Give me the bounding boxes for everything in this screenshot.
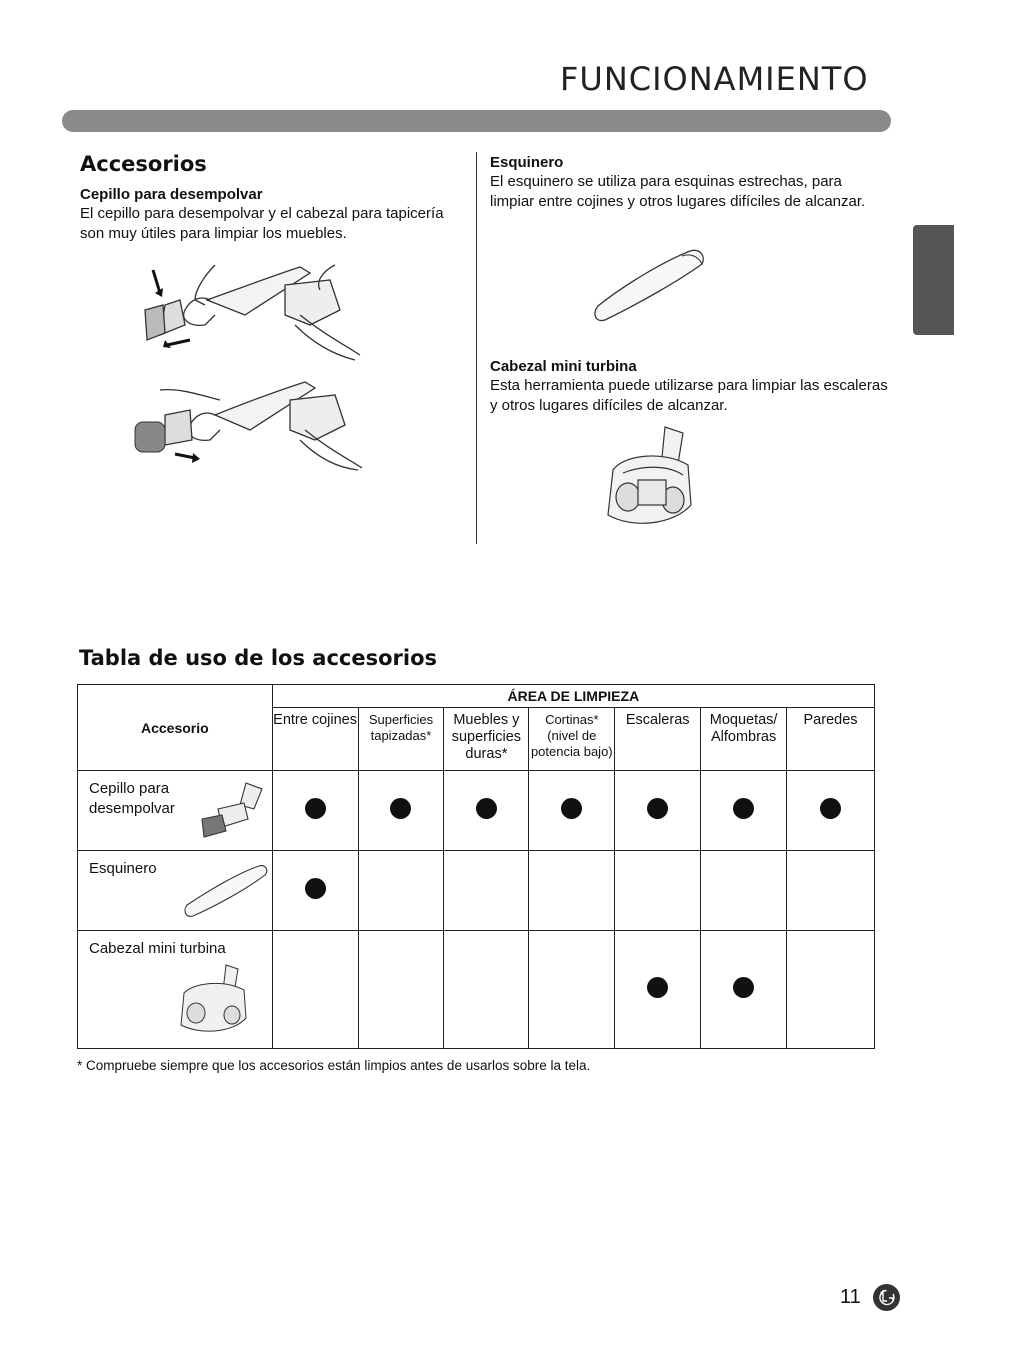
mini-turbine-illustration [603, 425, 693, 530]
col-moquetas: Moquetas/ Alfombras [701, 708, 787, 771]
row-name-cepillo [78, 771, 273, 851]
page-number: 11 [840, 1286, 861, 1308]
usage-dot [820, 798, 841, 819]
section-title-accesorios: Accesorios [80, 152, 207, 176]
brush-icon [196, 779, 271, 839]
turbina-text: Esta herramienta puede utilizarse para limpiar las escaleras y otros lugares difíciles de alcanzar. [490, 377, 888, 414]
accesorio-column-header: Accesorio [78, 685, 273, 771]
page-title: FUNCIONAMIENTO [560, 60, 869, 98]
turbine-icon [178, 963, 248, 1035]
row-label: Cabezal mini turbina [89, 940, 226, 957]
col-entre-cojines: Entre cojines [272, 708, 358, 771]
lg-logo-icon [873, 1284, 900, 1311]
col-superficies-tapizadas: Superficies tapizadas* [358, 708, 444, 771]
crevice-tool-illustration [590, 248, 710, 323]
area-column-header: ÁREA DE LIMPIEZA [272, 685, 874, 708]
dusting-brush-illustration [135, 255, 365, 360]
usage-dot [733, 798, 754, 819]
usage-dot [561, 798, 582, 819]
accessory-usage-table [77, 684, 875, 1049]
section-title-tabla: Tabla de uso de los accesorios [79, 646, 438, 670]
col-cortinas: Cortinas* (nivel de potencia bajo) [529, 708, 615, 771]
row-label: Cepillo para desempolvar [89, 780, 175, 817]
cepillo-subtitle: Cepillo para desempolvar [80, 186, 263, 203]
col-paredes: Paredes [787, 708, 875, 771]
row-label: Esquinero [89, 860, 157, 877]
esquinero-subtitle: Esquinero [490, 154, 564, 171]
esquinero-text: El esquinero se utiliza para esquinas estrechas, para limpiar entre cojines y otros lugares difíciles de alcanzar. [490, 173, 866, 210]
table-row [78, 771, 875, 851]
cepillo-text: El cepillo para desempolvar y el cabezal para tapicería son muy útiles para limpiar los muebles. [80, 205, 444, 242]
row-name-esquinero [78, 851, 273, 931]
row-name-turbina [78, 931, 273, 1049]
usage-dot [476, 798, 497, 819]
column-divider [476, 152, 477, 544]
usage-dot [647, 977, 668, 998]
crevice-icon [183, 863, 268, 918]
title-bar [62, 110, 891, 132]
footnote: * Compruebe siempre que los accesorios están limpios antes de usarlos sobre la tela. [77, 1058, 591, 1073]
usage-dot [733, 977, 754, 998]
usage-dot [305, 878, 326, 899]
usage-dot [390, 798, 411, 819]
upholstery-tool-illustration [130, 370, 365, 470]
language-tab-label: ESPAÑOL [993, 235, 1009, 308]
language-tab [913, 225, 1009, 335]
turbina-subtitle: Cabezal mini turbina [490, 358, 637, 375]
usage-dot [647, 798, 668, 819]
usage-dot [305, 798, 326, 819]
col-muebles: Muebles y superficies duras* [444, 708, 529, 771]
col-escaleras: Escaleras [615, 708, 701, 771]
table-row [78, 931, 875, 1049]
table-row [78, 851, 875, 931]
